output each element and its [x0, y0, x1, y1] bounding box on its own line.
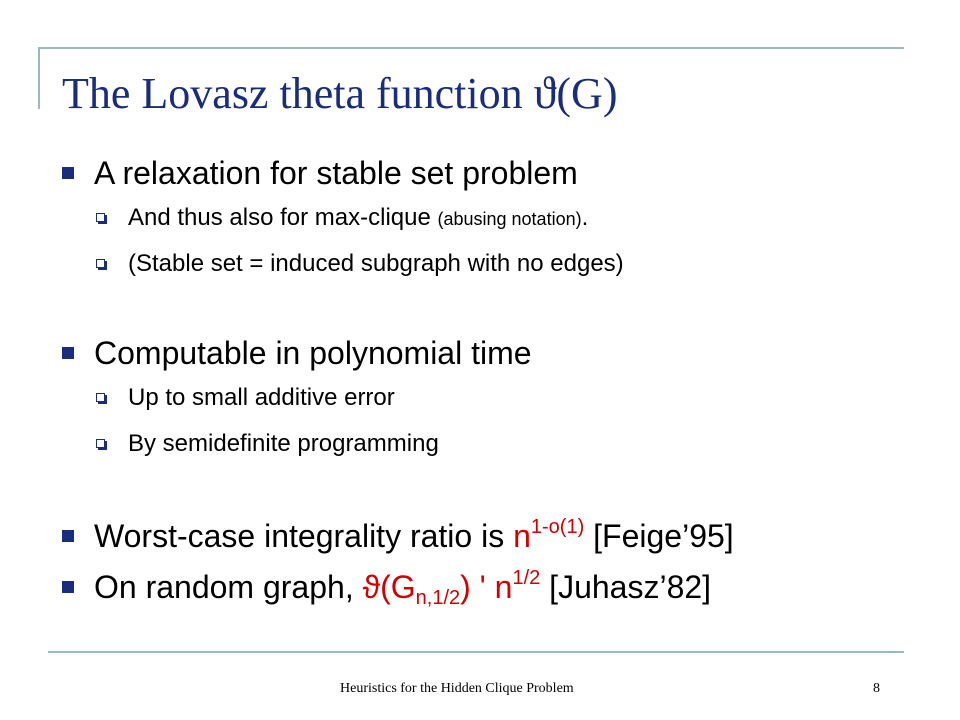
ratio-expression	[513, 518, 584, 554]
subbullet-main-text: And thus also for max-clique	[128, 204, 438, 231]
slide-frame-left	[38, 47, 40, 109]
hollow-square-bullet-icon	[96, 393, 105, 402]
title-theta-symbol: ϑ	[533, 67, 557, 118]
subbullet-text: (Stable set = induced subgraph with no edges)	[128, 250, 624, 277]
random-graph-citation: [Juhasz’82]	[540, 569, 712, 605]
bullet-text	[94, 516, 734, 556]
subbullet-note: (abusing notation)	[437, 209, 582, 229]
bullet-text: Computable in polynomial time	[94, 335, 532, 371]
expr-exponent: 1/2	[512, 567, 541, 589]
subbullet-text: Up to small additive error	[128, 384, 395, 411]
title-tail: (G)	[556, 69, 618, 118]
title-text: The Lovasz theta function	[62, 69, 534, 118]
ratio-exponent: 1-o(1)	[530, 516, 585, 538]
square-bullet-icon	[62, 347, 74, 359]
bullet-text	[94, 567, 711, 607]
hollow-square-bullet-icon	[96, 259, 105, 268]
random-graph-expression	[362, 567, 541, 609]
ratio-citation: [Feige’95]	[584, 518, 734, 554]
expr-close: ) ' n	[460, 569, 513, 605]
hollow-square-bullet-icon	[96, 439, 105, 448]
slide-frame-top	[38, 47, 904, 49]
square-bullet-icon	[62, 581, 74, 593]
ratio-base: n	[513, 518, 531, 554]
bullet-text: A relaxation for stable set problem	[94, 155, 578, 191]
expr-subscript: n,1/2	[415, 587, 461, 609]
subbullet-text: By semidefinite programming	[128, 430, 439, 457]
footer-title: Heuristics for the Hidden Clique Problem	[340, 681, 574, 696]
square-bullet-icon	[62, 530, 74, 542]
hollow-square-bullet-icon	[96, 213, 105, 222]
ratio-prefix: Worst-case integrality ratio is	[94, 518, 514, 554]
subbullet-period: .	[581, 204, 589, 231]
slide-frame-bottom	[48, 651, 904, 653]
theta-symbol: ϑ	[362, 569, 381, 605]
page-number: 8	[873, 681, 880, 696]
square-bullet-icon	[62, 167, 74, 179]
expr-open: (G	[380, 569, 416, 605]
random-graph-prefix: On random graph,	[94, 569, 363, 605]
subbullet-text	[128, 202, 588, 235]
slide-title	[62, 66, 617, 119]
